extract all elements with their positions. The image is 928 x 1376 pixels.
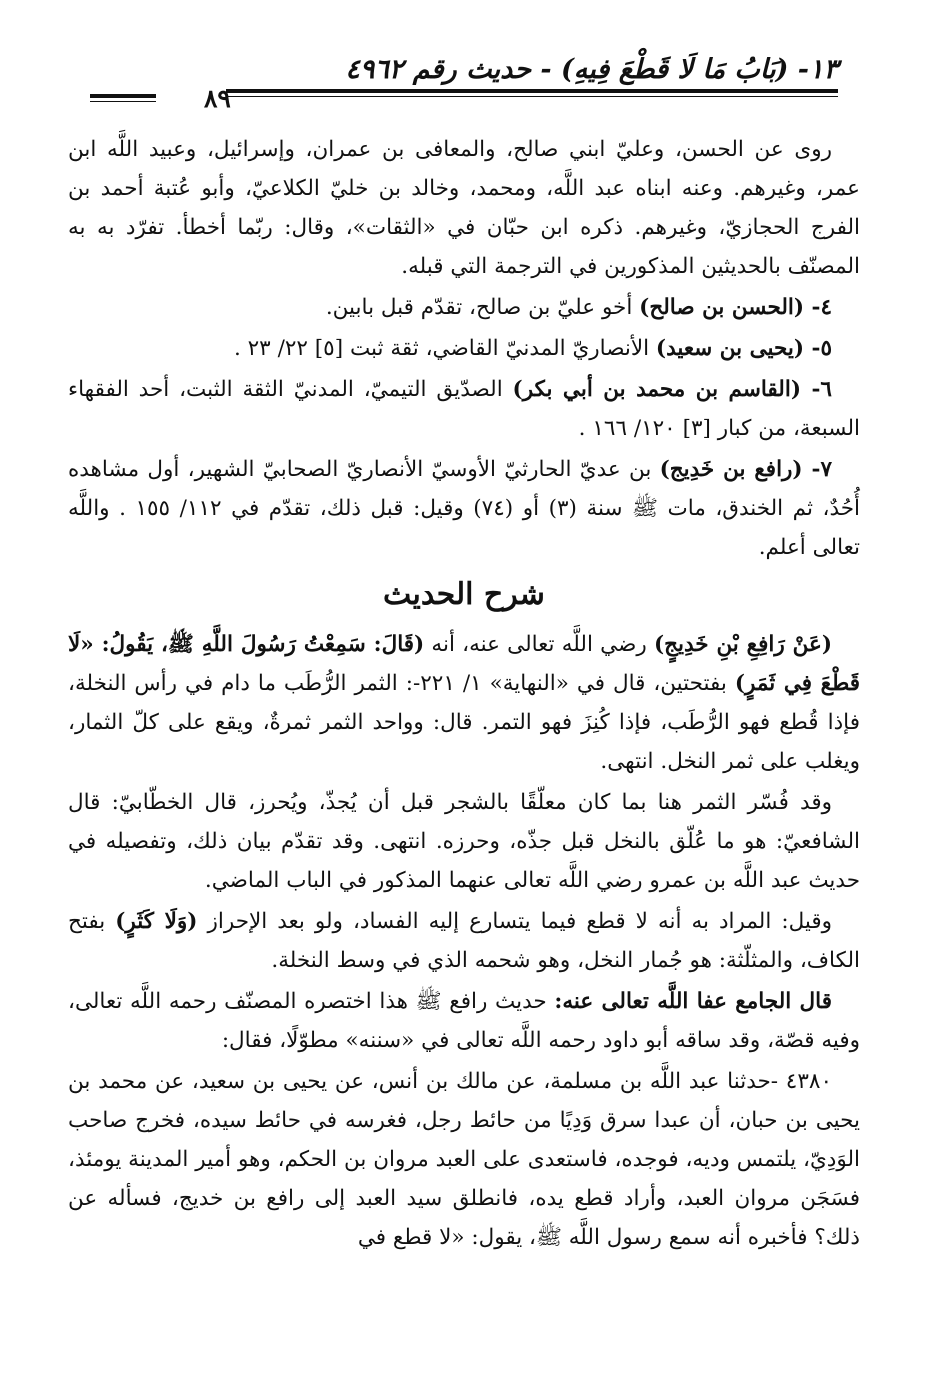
commentary-text: حديث رافع ﷺ هذا اختصره المصنّف رحمه اللَّه تعالى، وفيه قصّة، وقد ساقه أبو داود رحمه اللَّه تعالى في «سننه» مطوّلًا، فقال: [68,989,860,1053]
running-header [90,46,838,116]
commentary-text: بفتحتين، قال في «النهاية» ١/ ٢٢١-: الثمر الرُّطَب ما دام في رأس النخلة، فإذا قُطع فهو الرُّطَب، فإذا كُنِزَ فهو التمر. قال: وواحد الثمر ثمرةٌ، ويقع على كلّ الثمار، ويغلب على ثمر النخل. انتهى. [68,671,860,774]
page-number: ٨٩ [204,84,231,113]
commentary-text: رضي اللَّه تعالى عنه، أنه [424,632,654,657]
narrator-name: ٥- (يحيى بن سعيد) [655,336,832,361]
narrator-details: الصدّيق التيميّ، المدنيّ الثقة الثبت، أحد الفقهاء السبعة، من كبار [٣] ١٢٠/ ١٦٦ . [68,377,860,441]
narrator-name: ٤- (الحسن بن صالح) [639,295,832,320]
header-rule-left [90,94,156,102]
narrator-biography-paragraph: روى عن الحسن، وعليّ ابني صالح، والمعافى بن عمران، وإسرائيل، وعبيد اللَّه ابن عمر، وغيرهم. وعنه ابناه عبد اللَّه، ومحمد، وخالد بن خليّ الكلاعيّ، وأبو عُتبة أحمد بن الفرج الحجازيّ، وغيرهم. ذكره ابن حبّان في «الثقات»، وقال: ربّما أخطأ. تفرّد به به المصنّف بالحديثين المذكورين في الترجمة التي قبله. [68,137,860,279]
hadith-quote: (قَالَ: سَمِعْتُ رَسُولَ اللَّهِ ﷺ، يَقُولُ: «لَا قَطْعَ فِي ثَمَرٍ) [68,632,861,696]
hadith-quote: (وَلَا كَثَرٍ) [115,909,198,934]
commentary-paragraph-2: وقد فُسّر الثمر هنا بما كان معلّقًا بالشجر قبل أن يُجذّ، ويُحرز، قال الخطّابيّ: قال الشافعيّ: هو ما عُلّق بالنخل قبل جذّه، وحرزه. انتهى. وقد تقدّم بيان ذلك، وتفصيله في حديث عبد اللَّه بن عمرو رضي اللَّه تعالى عنهما المذكور في الباب الماضي. [68,790,860,893]
commentary-text: بفتح الكاف، والمثلّثة: هو جُمار النخل، وهو شحمه الذي في وسط النخلة. [68,909,860,973]
narrator-name: ٧- (رافع بن خَدِيج) [659,457,832,482]
commentary-paragraph-3 [68,902,860,980]
commentary-paragraph-1 [68,625,860,781]
chapter-heading: ١٣- (بَابُ مَا لَا قَطْعَ فِيهِ) - حديث رقم ٤٩٦٢ [345,54,838,85]
author-remark: قال الجامع عفا اللَّه تعالى عنه: [554,989,832,1014]
narrator-name: ٦- (القاسم بن محمد بن أبي بكر) [512,377,832,402]
header-rule-right [226,89,838,97]
hadith-narration: ٤٣٨٠ -حدثنا عبد اللَّه بن مسلمة، عن مالك بن أنس، عن يحيى بن سعيد، عن محمد بن يحيى بن حبان، أن عبدا سرق وَدِيًا من حائط رجل، فغرسه في حائط سيده، فخرج صاحب الوَدِيّ، يلتمس وديه، فوجده، فاستعدى على العبد مروان بن الحكم، وهو أمير المدينة يومئذ، فسَجَن مروان العبد، وأراد قطع يده، فانطلق سيد العبد إلى رافع بن خديج، فسأله عن ذلك؟ فأخبره أنه سمع رسول اللَّه ﷺ، يقول: «لا قطع في [68,1069,860,1250]
section-title: شرح الحديث [383,577,545,612]
narrator-details: بن عديّ الحارثيّ الأوسيّ الأنصاريّ الصحابيّ الشهير، أول مشاهده أُحُدٌ، ثم الخندق، مات ﷺ سنة (٣) أو (٧٤) وقيل: قبل ذلك، تقدّم في ١١٢/ ١٥٥ . واللَّه تعالى أعلم. [68,457,860,560]
narrator-entry-5 [68,329,860,368]
commentary-paragraph-4 [68,982,860,1060]
narrator-entry-6 [68,370,860,448]
narrator-details: أخو عليّ بن صالح، تقدّم قبل بابين. [325,295,640,320]
body-text [68,130,860,1259]
narrator-entry-4 [68,288,860,327]
commentary-text: وقيل: المراد به أنه لا قطع فيما يتسارع إليه الفساد، ولو بعد الإحراز [197,909,833,934]
narrator-entry-7 [68,450,860,567]
narrator-details: الأنصاريّ المدنيّ القاضي، ثقة ثبت [٥] ٢٢/ ٢٣ . [233,336,656,361]
hadith-quote: (عَنْ رَافِعِ بْنِ خَدِيجٍ) [653,632,832,657]
